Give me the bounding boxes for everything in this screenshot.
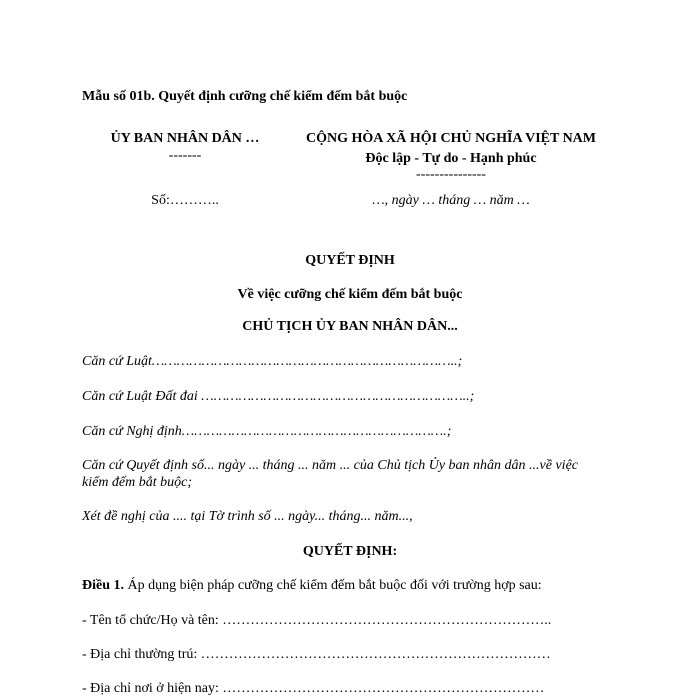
article-1	[82, 577, 542, 594]
national-motto: Độc lập - Tự do - Hạnh phúc	[365, 151, 537, 166]
country-name: CỘNG HÒA XÃ HỘI CHỦ NGHĨA VIỆT NAM	[305, 131, 596, 146]
motto-separator: ---------------	[416, 167, 486, 182]
legal-basis-decision-line-1: Căn cứ Quyết định số... ngày ... tháng ... năm ... của Chủ tịch Ủy ban nhân dân ...về việc	[82, 458, 578, 473]
legal-basis-decision-line-2: kiểm đếm bắt buộc;	[82, 475, 193, 490]
decision-title: QUYẾT ĐỊNH	[305, 253, 395, 268]
legal-basis-decree: Căn cứ Nghị định……………………………………………………….;	[82, 424, 452, 439]
legal-basis-law: Căn cứ Luật………………………………………………………………..;	[82, 354, 463, 369]
decision-subject: Về việc cưỡng chế kiểm đếm bắt buộc	[237, 287, 463, 302]
decides-heading: QUYẾT ĐỊNH:	[302, 544, 398, 559]
field-permanent-address: - Địa chỉ thường trú: …………………………………………………………………	[82, 647, 551, 662]
field-current-address: - Địa chỉ nơi ở hiện nay: ……………………………………………………………	[82, 681, 545, 696]
decision-authority: CHỦ TỊCH ỦY BAN NHÂN DÂN...	[242, 319, 458, 334]
legal-basis-land-law: Căn cứ Luật Đất đai ………………………………………………………..;	[82, 389, 475, 404]
agency-name: ỦY BAN NHÂN DÂN …	[110, 131, 260, 146]
article-1-text: Áp dụng biện pháp cưỡng chế kiểm đếm bắt buộc đối với trường hợp sau:	[124, 578, 542, 593]
form-title: Mẫu số 01b. Quyết định cưỡng chế kiểm đếm bắt buộc	[82, 89, 408, 104]
field-name: - Tên tổ chức/Họ và tên: ……………………………………………………………..	[82, 613, 552, 628]
article-1-label: Điều 1.	[82, 578, 124, 593]
document-number: Số:………..	[151, 193, 219, 208]
agency-separator: -------	[168, 148, 202, 163]
document-date: …, ngày … tháng … năm …	[372, 193, 530, 208]
proposal-line: Xét đề nghị của .... tại Tờ trình số ... ngày... tháng... năm...,	[82, 509, 413, 524]
